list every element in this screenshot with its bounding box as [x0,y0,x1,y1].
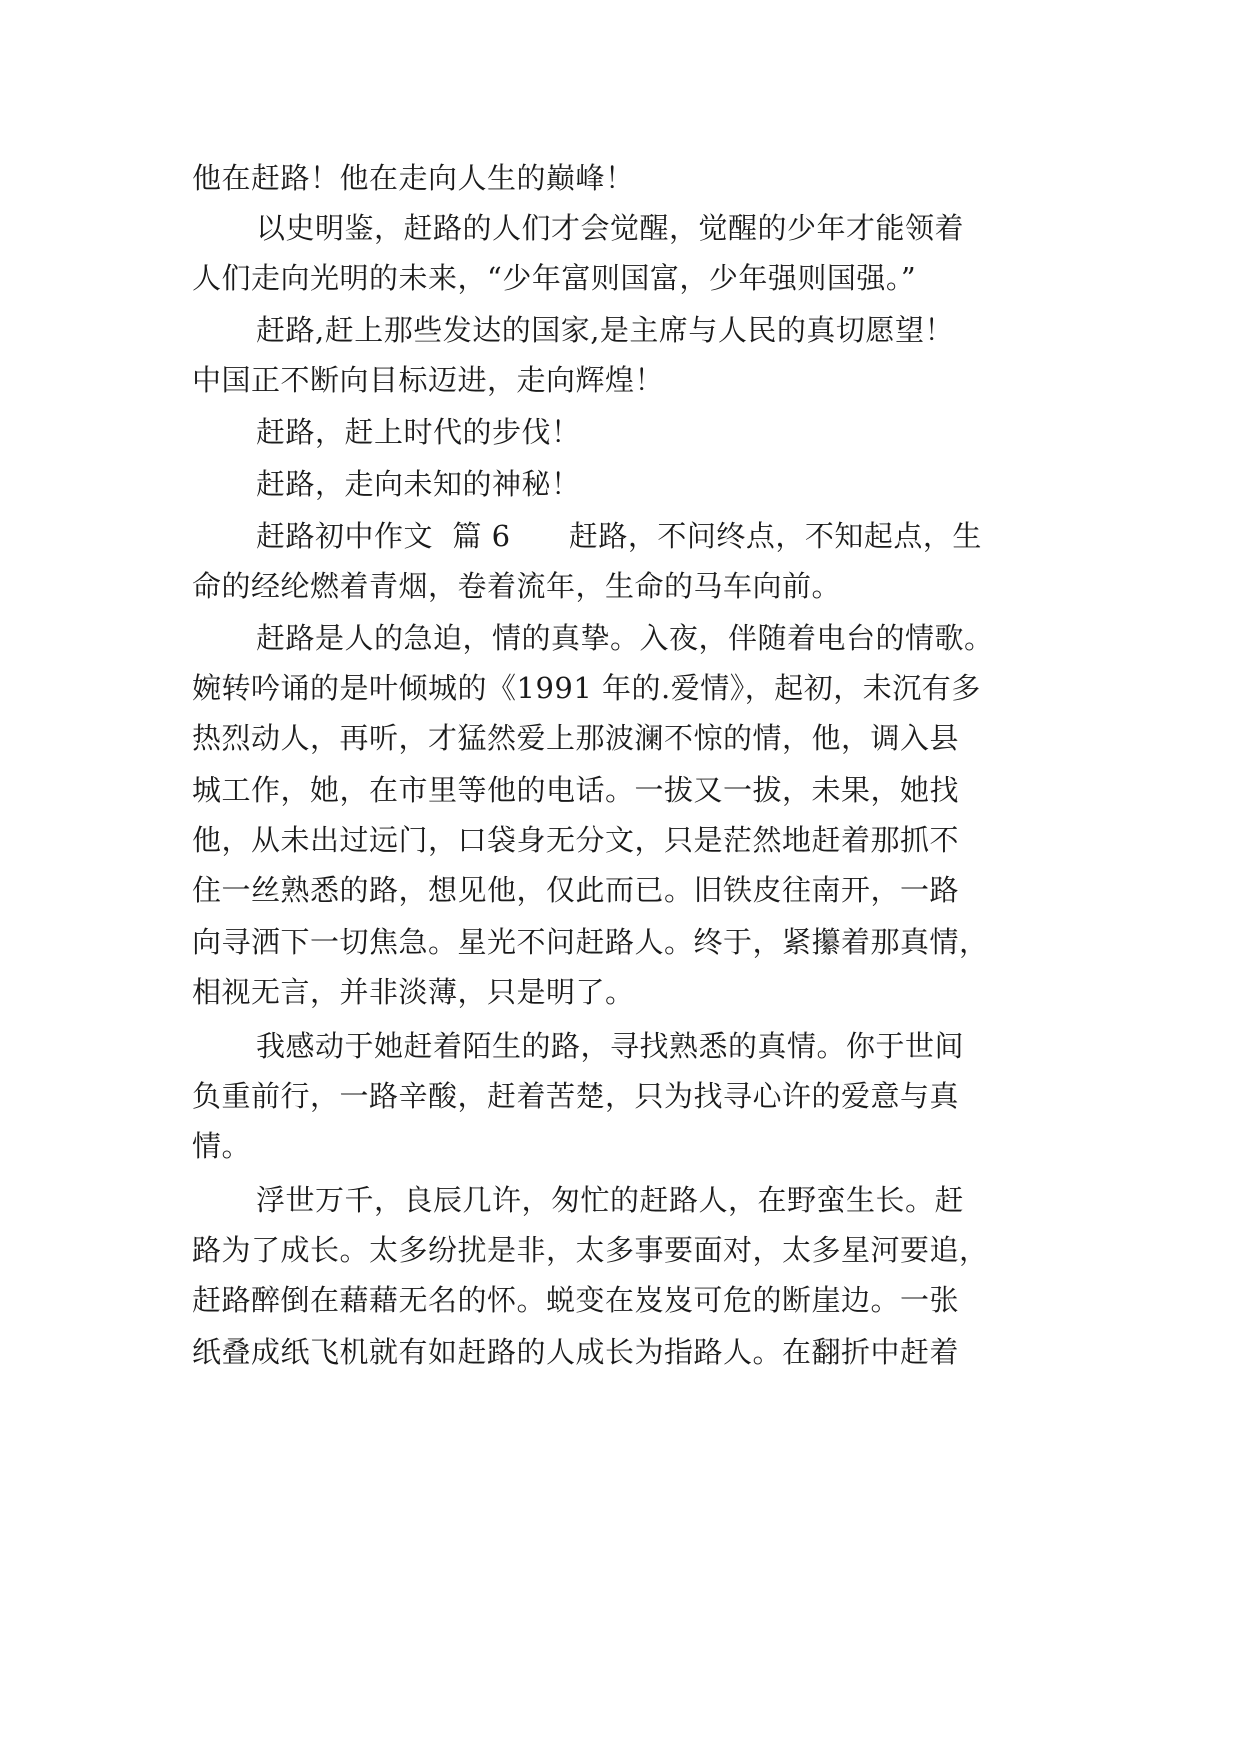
paragraph-start-line: 浮世万千，良辰几许，匆忙的赶路人，在野蛮生长。赶 [256,1183,965,1217]
section-heading-line: 赶路初中作文 篇 6 赶路，不问终点，不知起点，生 [256,519,982,553]
paragraph-start-line: 赶路是人的急迫，情的真挚。入夜，伴随着电台的情歌。 [256,621,994,655]
text-line: 他，从未出过远门，口袋身无分文，只是茫然地赶着那抓不 [192,823,960,857]
text-line: 他在赶路！他在走向人生的巅峰！ [192,161,635,195]
text-line: 婉转吟诵的是叶倾城的《1991 年的.爱情》，起初，未沉有多 [192,671,981,705]
text-line: 纸叠成纸飞机就有如赶路的人成长为指路人。在翻折中赶着 [192,1335,960,1369]
text-line: 人们走向光明的未来，“少年富则国富，少年强则国强。” [192,261,917,295]
paragraph-start-line: 以史明鉴，赶路的人们才会觉醒，觉醒的少年才能领着 [256,211,965,245]
paragraph-start-line: 赶路，赶上时代的步伐！ [256,415,581,449]
text-line: 住一丝熟悉的路，想见他，仅此而已。旧铁皮往南开，一路 [192,873,960,907]
text-line: 负重前行，一路辛酸，赶着苦楚，只为找寻心许的爱意与真 [192,1079,960,1113]
text-line: 相视无言，并非淡薄，只是明了。 [192,975,635,1009]
text-line: 命的经纶燃着青烟，卷着流年，生命的马车向前。 [192,569,842,603]
paragraph-start-line: 我感动于她赶着陌生的路，寻找熟悉的真情。你于世间 [256,1029,965,1063]
text-line: 情。 [192,1129,252,1163]
text-line: 中国正不断向目标迈进，走向辉煌！ [192,363,665,397]
paragraph-start-line: 赶路,赶上那些发达的国家,是主席与人民的真切愿望！ [256,313,954,347]
text-line: 路为了成长。太多纷扰是非，太多事要面对，太多星河要追， [192,1233,989,1267]
text-line: 向寻洒下一切焦急。星光不问赶路人。终于，紧攥着那真情， [192,925,989,959]
text-line: 赶路醉倒在藉藉无名的怀。蜕变在岌岌可危的断崖边。一张 [192,1283,960,1317]
text-line: 城工作，她，在市里等他的电话。一拔又一拔，未果，她找 [192,773,960,807]
paragraph-start-line: 赶路，走向未知的神秘！ [256,467,581,501]
text-line: 热烈动人，再听，才猛然爱上那波澜不惊的情，他，调入县 [192,721,960,755]
